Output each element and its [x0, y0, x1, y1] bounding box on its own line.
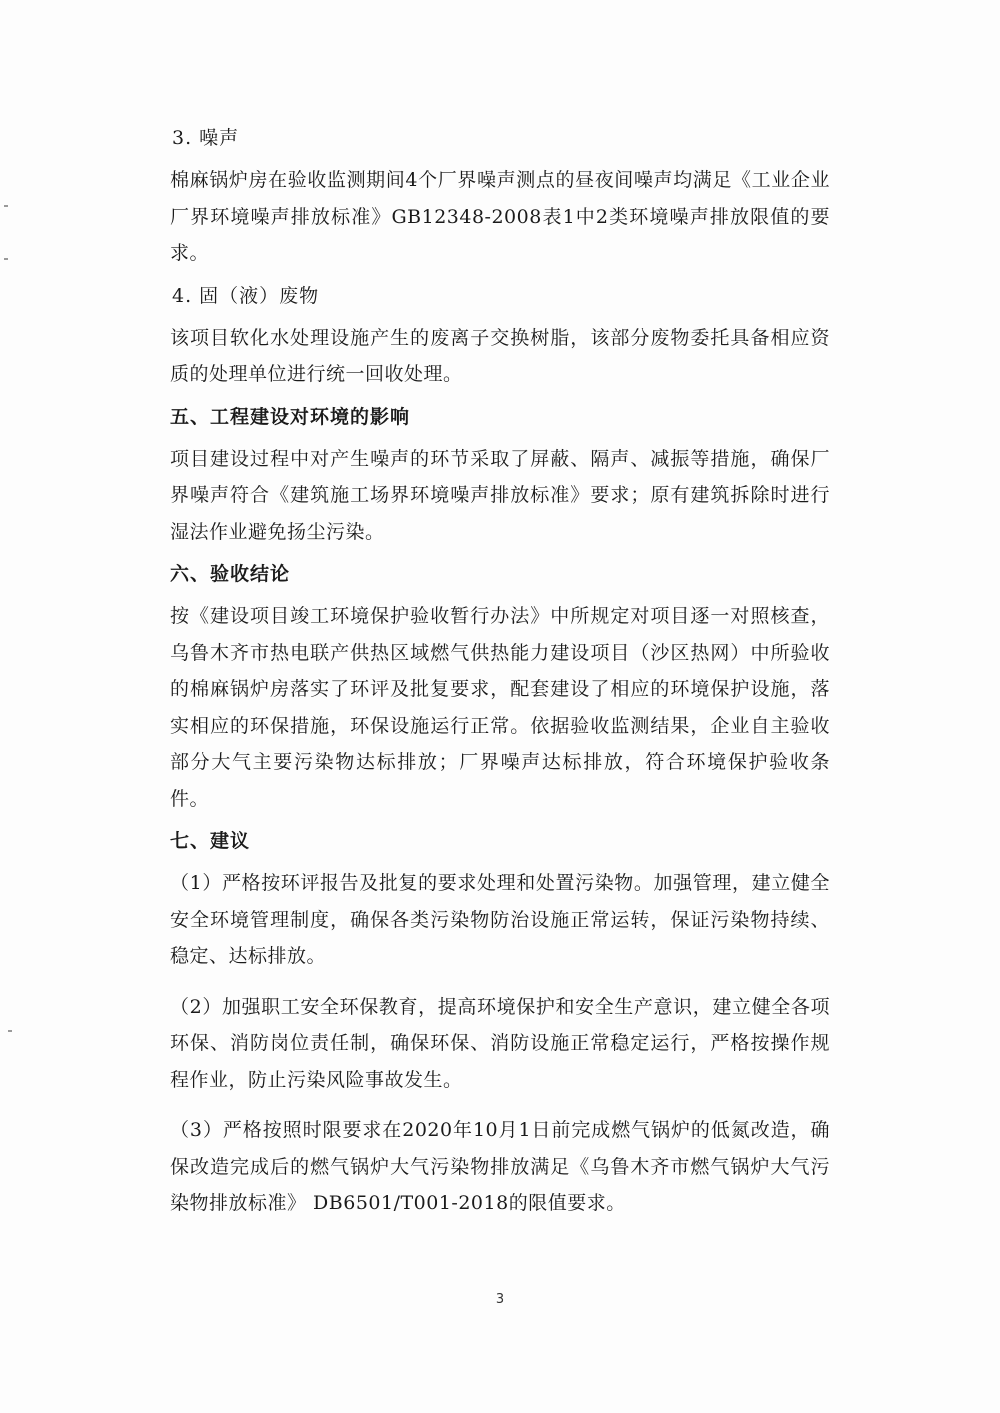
section-6-text: 按《建设项目竣工环境保护验收暂行办法》中所规定对项目逐一对照核查，乌鲁木齐市热电联产供热区域燃气供热能力建设项目（沙区热网）中所验收的棉麻锅炉房落实了环评及批复要求，配套建设了相应的环境保护设施，落实相应的环保措施，环保设施运行正常。依据验收监测结果，企业自主验收部分大气主要污染物达标排放；厂界噪声达标排放，符合环境保护验收条件。	[170, 605, 830, 810]
section-7-heading: 七、建议	[170, 830, 251, 852]
page-number: 3	[495, 1292, 505, 1307]
recommendation-3: （3）严格按照时限要求在2020年10月1日前完成燃气锅炉的低氮改造，确保改造完成后的燃气锅炉大气污染物排放满足《乌鲁木齐市燃气锅炉大气污染物排放标准》 DB6501/T001-2018的限值要求。	[170, 1119, 830, 1214]
recommendation-2: （2）加强职工安全环保教育，提高环境保护和安全生产意识，建立健全各项环保、消防岗位责任制，确保环保、消防设施正常稳定运行，严格按操作规程作业，防止污染风险事故发生。	[170, 995, 830, 1091]
scan-artifact	[4, 205, 8, 207]
section-6-heading: 六、验收结论	[170, 563, 291, 585]
section-5-text: 项目建设过程中对产生噪声的环节采取了屏蔽、隔声、减振等措施，确保厂界噪声符合《建筑施工场界环境噪声排放标准》要求；原有建筑拆除时进行湿法作业避免扬尘污染。	[170, 447, 830, 543]
section-5-heading: 五、工程建设对环境的影响	[170, 405, 411, 428]
section-4-text: 该项目软化水处理设施产生的废离子交换树脂，该部分废物委托具备相应资质的处理单位进行统一回收处理。	[170, 326, 830, 385]
recommendation-1: （1）严格按环评报告及批复的要求处理和处置污染物。加强管理，建立健全安全环境管理制度，确保各类污染物防治设施正常运转，保证污染物持续、稳定、达标排放。	[170, 872, 830, 967]
scan-artifact	[4, 258, 8, 260]
scan-artifact	[8, 1030, 12, 1032]
section-3-text: 棉麻锅炉房在验收监测期间4个厂界噪声测点的昼夜间噪声均满足《工业企业厂界环境噪声排放标准》GB12348-2008表1中2类环境噪声排放限值的要求。	[170, 169, 830, 264]
section-3-heading: 3. 噪声	[172, 127, 240, 149]
document-body	[170, 118, 830, 1222]
section-4-heading: 4. 固（液）废物	[172, 284, 320, 307]
